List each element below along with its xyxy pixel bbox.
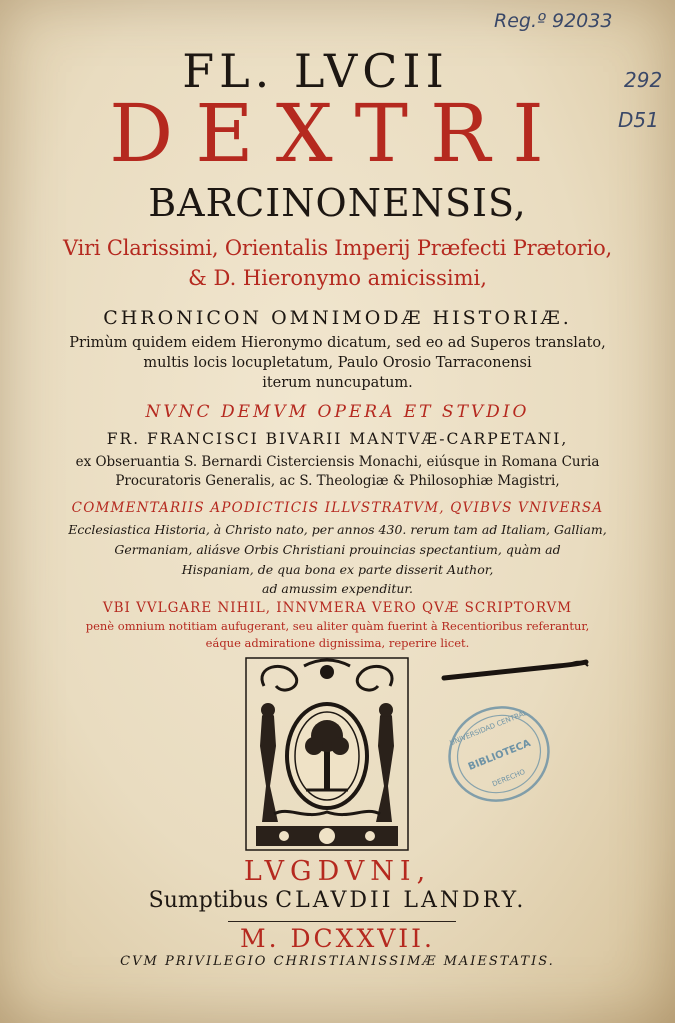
imprint-city: LVGDVNI, xyxy=(243,856,432,887)
svg-text:UNIVERSIDAD CENTRAL: UNIVERSIDAD CENTRAL xyxy=(448,708,529,748)
commentary-line-2: Germaniam, aliásve Orbis Christiani prouincias spectantium, quàm ad xyxy=(114,542,561,557)
commentary-line-1: Ecclesiastica Historia, à Christo nato, per annos 430. rerum tam ad Italiam, Galliam, xyxy=(68,522,607,537)
notice-line-2: eáque admiratione dignissima, reperire licet. xyxy=(205,636,470,650)
printers-device-woodcut xyxy=(244,656,410,852)
imprint-publisher-prefix: Sumptibus xyxy=(148,888,269,913)
commentary-line-4: ad amussim expenditur. xyxy=(262,581,413,596)
title-author-name: DEXTRI xyxy=(109,87,566,180)
work-description-line-3: iterum nuncupatum. xyxy=(262,375,413,391)
editor-name: FR. FRANCISCI BIVARII MANTVÆ-CARPETANI, xyxy=(106,430,569,448)
imprint-rule xyxy=(228,921,456,922)
catalog-code-annotation: D51 xyxy=(618,108,659,132)
svg-text:DERECHO: DERECHO xyxy=(491,767,527,789)
title-author-origin: BARCINONENSIS, xyxy=(148,181,527,225)
ink-stroke-mark xyxy=(440,652,590,692)
author-description-line-1: Viri Clarissimi, Orientalis Imperij Præfecti Prætorio, xyxy=(62,236,612,260)
editor-description-line-1: ex Obseruantia S. Bernardi Cisterciensis Monachi, eiúsque in Romana Curia xyxy=(75,454,600,470)
svg-text:BIBLIOTECA: BIBLIOTECA xyxy=(466,737,533,773)
author-description-line-2: & D. Hieronymo amicissimi, xyxy=(188,266,487,290)
editor-intro: NVNC DEMVM OPERA ET STVDIO xyxy=(145,402,530,422)
work-description-line-2: multis locis locupletatum, Paulo Orosio Tarraconensi xyxy=(143,355,532,371)
work-title: CHRONICON OMNIMODÆ HISTORIÆ. xyxy=(103,307,572,329)
work-description-line-1: Primùm quidem eidem Hieronymo dicatum, sed eo ad Superos translato, xyxy=(69,335,606,351)
imprint-year: M. DCXXVII. xyxy=(239,924,435,953)
shelf-number-annotation: 292 xyxy=(624,68,663,92)
title-author-praenomen: FL. LVCII xyxy=(182,44,449,98)
imprint-publisher xyxy=(0,888,675,913)
commentary-heading: COMMENTARIIS APODICTICIS ILLVSTRATVM, QVIBVS VNIVERSA xyxy=(71,500,604,516)
imprint-privilege: CVM PRIVILEGIO CHRISTIANISSIMÆ MAIESTATIS. xyxy=(120,954,555,969)
notice-heading: VBI VVLGARE NIHIL, INNVMERA VERO QVÆ SCRIPTORVM xyxy=(102,600,573,616)
register-number-annotation: Reg.º 92033 xyxy=(494,10,613,32)
notice-line-1: penè omnium notitiam aufugerant, seu aliter quàm fuerint à Recentioribus referantur, xyxy=(85,619,590,633)
library-ownership-stamp xyxy=(440,696,558,812)
editor-description-line-2: Procuratoris Generalis, ac S. Theologiæ & Philosophiæ Magistri, xyxy=(115,473,560,489)
commentary-line-3: Hispaniam, de qua bona ex parte disserit Author, xyxy=(181,562,494,577)
imprint-publisher-name: CLAVDII LANDRY. xyxy=(275,888,527,913)
